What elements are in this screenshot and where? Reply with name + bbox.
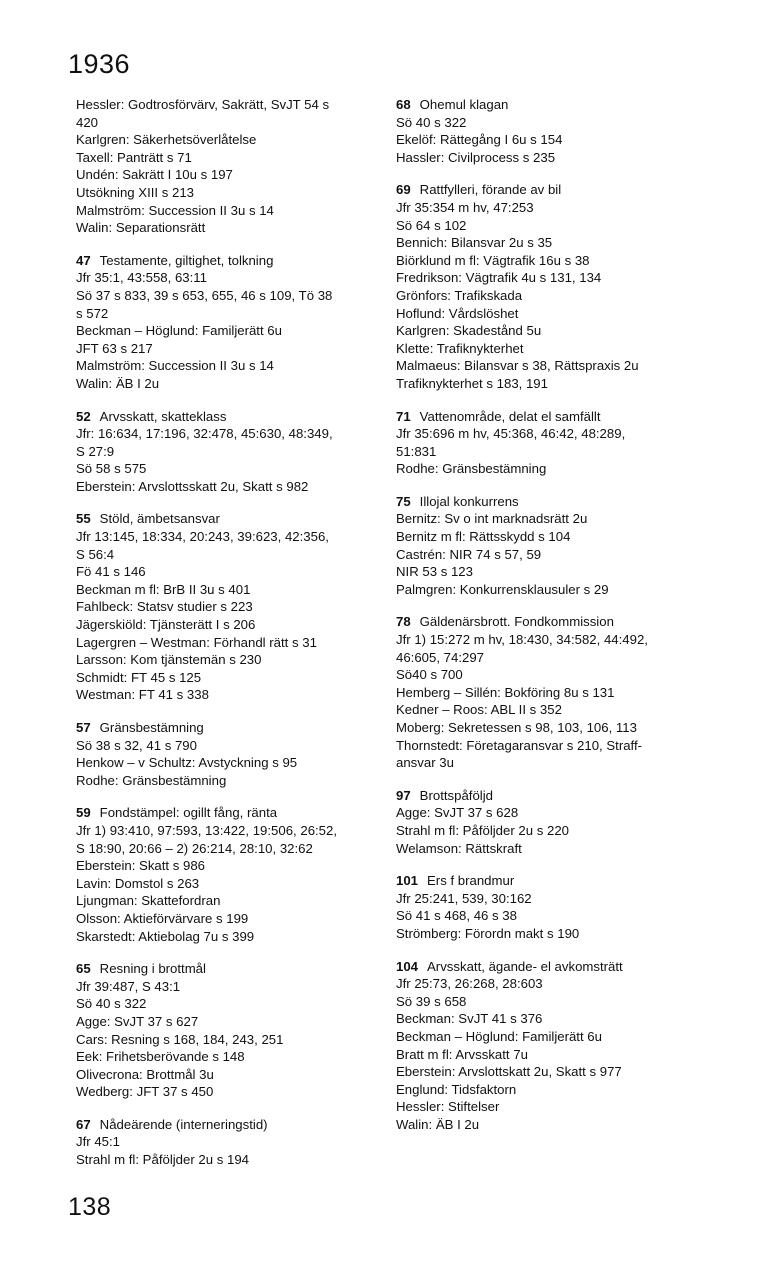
reference-line: Moberg: Sekretessen s 98, 103, 106, 113 <box>396 720 637 735</box>
case-entry <box>396 96 696 166</box>
case-title: Nådeärende (interneringstid) <box>99 1116 268 1132</box>
case-number: 59 <box>76 805 91 821</box>
reference-line: Jfr 1) 93:410, 97:593, 13:422, 19:506, 26:52, <box>76 822 338 838</box>
case-entry <box>396 958 696 1134</box>
reference-line: Sö 37 s 833, 39 s 653, 655, 46 s 109, Tö 38 <box>76 287 333 303</box>
reference-line: Walin: ÄB I 2u <box>396 1116 480 1132</box>
reference-line: Bernitz m fl: Rättsskydd s 104 <box>396 529 571 545</box>
reference-line: Jfr 45:1 <box>76 1134 120 1150</box>
reference-line: Hemberg – Sillén: Bokföring 8u s 131 <box>396 684 615 700</box>
reference-line: Rodhe: Gränsbestämning <box>396 461 547 477</box>
case-heading <box>396 408 696 426</box>
case-title: Stöld, ämbetsansvar <box>99 511 220 527</box>
case-entry <box>76 96 374 237</box>
reference-line: Fahlbeck: Statsv studier s 223 <box>76 599 253 615</box>
reference-line: Lagergren – Westman: Förhandl rätt s 31 <box>76 634 317 650</box>
reference-line: Olsson: Aktieförvärvare s 199 <box>76 910 249 926</box>
case-number: 69 <box>396 182 411 198</box>
case-entry <box>76 960 374 1101</box>
case-title: Testamente, giltighet, tolkning <box>99 252 274 268</box>
reference-line: Eek: Frihetsberövande s 148 <box>76 1049 245 1065</box>
case-entry <box>76 719 374 789</box>
case-heading <box>396 613 696 631</box>
reference-line: Agge: SvJT 37 s 627 <box>76 1013 199 1029</box>
case-heading <box>396 181 696 199</box>
reference-line: Sö 41 s 468, 46 s 38 <box>396 908 517 924</box>
reference-line: Skarstedt: Aktiebolag 7u s 399 <box>76 928 255 944</box>
case-entry <box>396 408 696 478</box>
reference-line: Jfr 25:241, 539, 30:162 <box>396 890 532 906</box>
reference-line: Westman: FT 41 s 338 <box>76 687 209 703</box>
case-title: Fondstämpel: ogillt fång, ränta <box>99 805 278 821</box>
reference-line: Jfr 39:487, S 43:1 <box>76 978 181 994</box>
case-entry <box>76 1116 374 1169</box>
case-entry <box>396 181 696 392</box>
reference-line: Malmström: Succession II 3u s 14 <box>76 358 274 374</box>
reference-line: Sö40 s 700 <box>396 667 463 683</box>
case-entry <box>76 510 374 704</box>
reference-line: Rodhe: Gränsbestämning <box>76 772 227 788</box>
left-column <box>76 96 374 1169</box>
reference-line: Cars: Resning s 168, 184, 243, 251 <box>76 1031 284 1047</box>
reference-line: Bratt m fl: Arvsskatt 7u <box>396 1046 528 1062</box>
reference-line: Strömberg: Förordn makt s 190 <box>396 925 580 941</box>
case-entry <box>396 493 696 599</box>
reference-line: Larsson: Kom tjänstemän s 230 <box>76 652 262 668</box>
reference-line: Beckman m fl: BrB II 3u s 401 <box>76 581 251 597</box>
case-title: Resning i brottmål <box>99 961 206 977</box>
reference-line: Jfr 25:73, 26:268, 28:603 <box>396 976 543 992</box>
case-number: 68 <box>396 97 411 112</box>
case-heading <box>76 408 374 426</box>
reference-line: S 56:4 <box>76 546 115 562</box>
case-heading <box>396 96 696 114</box>
reference-line: Fredrikson: Vägtrafik 4u s 131, 134 <box>396 270 602 286</box>
reference-line: Ekelöf: Rättegång I 6u s 154 <box>396 132 563 148</box>
reference-line: Agge: SvJT 37 s 628 <box>396 805 519 821</box>
reference-line: Karlgren: Skadestånd 5u <box>396 323 542 339</box>
reference-line: Sö 40 s 322 <box>396 114 467 130</box>
case-number: 57 <box>76 720 91 735</box>
case-number: 71 <box>396 408 411 424</box>
case-title: Ohemul klagan <box>419 97 509 112</box>
reference-line: Walin: ÄB I 2u <box>76 375 160 391</box>
reference-line: Malmström: Succession II 3u s 14 <box>76 202 274 218</box>
case-number: 52 <box>76 408 91 424</box>
case-heading <box>76 1116 374 1134</box>
reference-line: Sö 58 s 575 <box>76 461 147 477</box>
reference-line: 420 <box>76 114 99 130</box>
reference-line: NIR 53 s 123 <box>396 564 473 580</box>
reference-line: 46:605, 74:297 <box>396 649 484 665</box>
reference-line: Malmaeus: Bilansvar s 38, Rättspraxis 2u <box>396 358 639 374</box>
reference-line: S 18:90, 20:66 – 2) 26:214, 28:10, 32:62 <box>76 840 313 856</box>
reference-line: Beckman – Höglund: Familjerätt 6u <box>76 323 282 339</box>
reference-line: Utsökning XIII s 213 <box>76 184 195 200</box>
reference-line: Ljungman: Skattefordran <box>76 893 221 909</box>
reference-line: Hessler: Stiftelser <box>396 1099 500 1115</box>
reference-line: ansvar 3u <box>396 755 454 771</box>
reference-line: JFT 63 s 217 <box>76 340 153 356</box>
reference-line: Eberstein: Arvslottsskatt 2u, Skatt s 982 <box>76 478 309 494</box>
reference-line: Castrén: NIR 74 s 57, 59 <box>396 546 542 562</box>
reference-line: Strahl m fl: Påföljder 2u s 194 <box>76 1152 249 1168</box>
reference-line: Schmidt: FT 45 s 125 <box>76 669 202 685</box>
reference-line: Strahl m fl: Påföljder 2u s 220 <box>396 822 569 838</box>
case-title: Arvsskatt, skatteklass <box>99 408 227 424</box>
reference-line: Thornstedt: Företagaransvar s 210, Straff- <box>396 737 643 753</box>
reference-line: Bernitz: Sv o int marknadsrätt 2u <box>396 511 588 527</box>
reference-line: Klette: Trafiknykterhet <box>396 340 524 356</box>
case-heading <box>396 872 696 890</box>
case-number: 101 <box>396 873 419 889</box>
reference-line: Grönfors: Trafikskada <box>396 287 523 303</box>
reference-line: Lavin: Domstol s 263 <box>76 875 200 891</box>
case-number: 78 <box>396 614 411 630</box>
reference-line: Englund: Tidsfaktorn <box>396 1081 517 1097</box>
case-title: Gränsbestämning <box>99 720 204 735</box>
reference-line: S 27:9 <box>76 443 115 459</box>
reference-line: Jfr 35:354 m hv, 47:253 <box>396 199 534 215</box>
case-number: 65 <box>76 961 91 977</box>
reference-line: Jägerskiöld: Tjänsterätt I s 206 <box>76 617 256 633</box>
reference-line: Hassler: Civilprocess s 235 <box>396 149 556 165</box>
case-heading <box>76 804 374 822</box>
reference-line: Bennich: Bilansvar 2u s 35 <box>396 235 553 251</box>
case-entry <box>76 252 374 393</box>
right-column <box>396 96 696 1133</box>
case-entry <box>396 787 696 857</box>
case-entry <box>396 872 696 942</box>
reference-line: Karlgren: Säkerhetsöverlåtelse <box>76 132 257 148</box>
reference-line: Sö 40 s 322 <box>76 996 147 1012</box>
reference-line: Henkow – v Schultz: Avstyckning s 95 <box>76 755 298 771</box>
case-number: 47 <box>76 252 91 268</box>
reference-line: Hessler: Godtrosförvärv, Sakrätt, SvJT 54 s <box>76 97 330 112</box>
reference-line: Jfr 1) 15:272 m hv, 18:430, 34:582, 44:492, <box>396 632 648 648</box>
reference-line: Welamson: Rättskraft <box>396 840 522 856</box>
reference-line: 51:831 <box>396 443 437 459</box>
case-entry <box>76 408 374 496</box>
page-year-heading: 1936 <box>68 49 131 79</box>
reference-line: Jfr 35:696 m hv, 45:368, 46:42, 48:289, <box>396 426 626 442</box>
case-number: 55 <box>76 511 91 527</box>
reference-line: Sö 64 s 102 <box>396 217 467 233</box>
reference-line: Walin: Separationsrätt <box>76 220 206 236</box>
reference-line: Undén: Sakrätt I 10u s 197 <box>76 167 233 183</box>
case-title: Arvsskatt, ägande- el avkomsträtt <box>427 958 623 974</box>
case-title: Gäldenärsbrott. Fondkommission <box>419 614 614 630</box>
page-number: 138 <box>68 1193 112 1221</box>
reference-line: Sö 38 s 32, 41 s 790 <box>76 737 197 753</box>
case-number: 75 <box>396 493 411 509</box>
reference-line: Eberstein: Arvslottskatt 2u, Skatt s 977 <box>396 1064 622 1080</box>
reference-line: Jfr 35:1, 43:558, 63:11 <box>76 270 207 286</box>
case-number: 104 <box>396 958 419 974</box>
case-heading <box>396 958 696 976</box>
case-title: Rattfylleri, förande av bil <box>419 182 562 198</box>
case-title: Ers f brandmur <box>427 873 515 889</box>
reference-line: Beckman – Höglund: Familjerätt 6u <box>396 1028 602 1044</box>
case-heading <box>76 960 374 978</box>
reference-line: Taxell: Panträtt s 71 <box>76 149 192 165</box>
reference-line: s 572 <box>76 305 109 321</box>
reference-line: Fö 41 s 146 <box>76 564 146 580</box>
case-number: 67 <box>76 1116 91 1132</box>
case-title: Vattenområde, delat el samfällt <box>419 408 601 424</box>
reference-line: Wedberg: JFT 37 s 450 <box>76 1084 214 1100</box>
reference-line: Biörklund m fl: Vägtrafik 16u s 38 <box>396 252 590 268</box>
case-entry <box>396 613 696 771</box>
reference-line: Jfr: 16:634, 17:196, 32:478, 45:630, 48:349, <box>76 426 333 442</box>
reference-line: Sö 39 s 658 <box>396 993 467 1009</box>
case-heading <box>76 719 374 737</box>
case-heading <box>396 493 696 511</box>
case-heading <box>396 787 696 805</box>
reference-line: Beckman: SvJT 41 s 376 <box>396 1011 543 1027</box>
reference-line: Hoflund: Vårdslöshet <box>396 305 519 321</box>
reference-line: Olivecrona: Brottmål 3u <box>76 1066 214 1082</box>
reference-line: Eberstein: Skatt s 986 <box>76 858 206 874</box>
reference-line: Kedner – Roos: ABL II s 352 <box>396 702 562 718</box>
case-entry <box>76 804 374 945</box>
reference-line: Jfr 13:145, 18:334, 20:243, 39:623, 42:356, <box>76 529 329 545</box>
case-number: 97 <box>396 787 411 803</box>
case-title: Illojal konkurrens <box>419 493 519 509</box>
case-heading <box>76 510 374 528</box>
reference-line: Palmgren: Konkurrensklausuler s 29 <box>396 581 609 597</box>
case-heading <box>76 252 374 270</box>
case-title: Brottspåföljd <box>419 787 493 803</box>
reference-line: Trafiknykterhet s 183, 191 <box>396 375 548 391</box>
